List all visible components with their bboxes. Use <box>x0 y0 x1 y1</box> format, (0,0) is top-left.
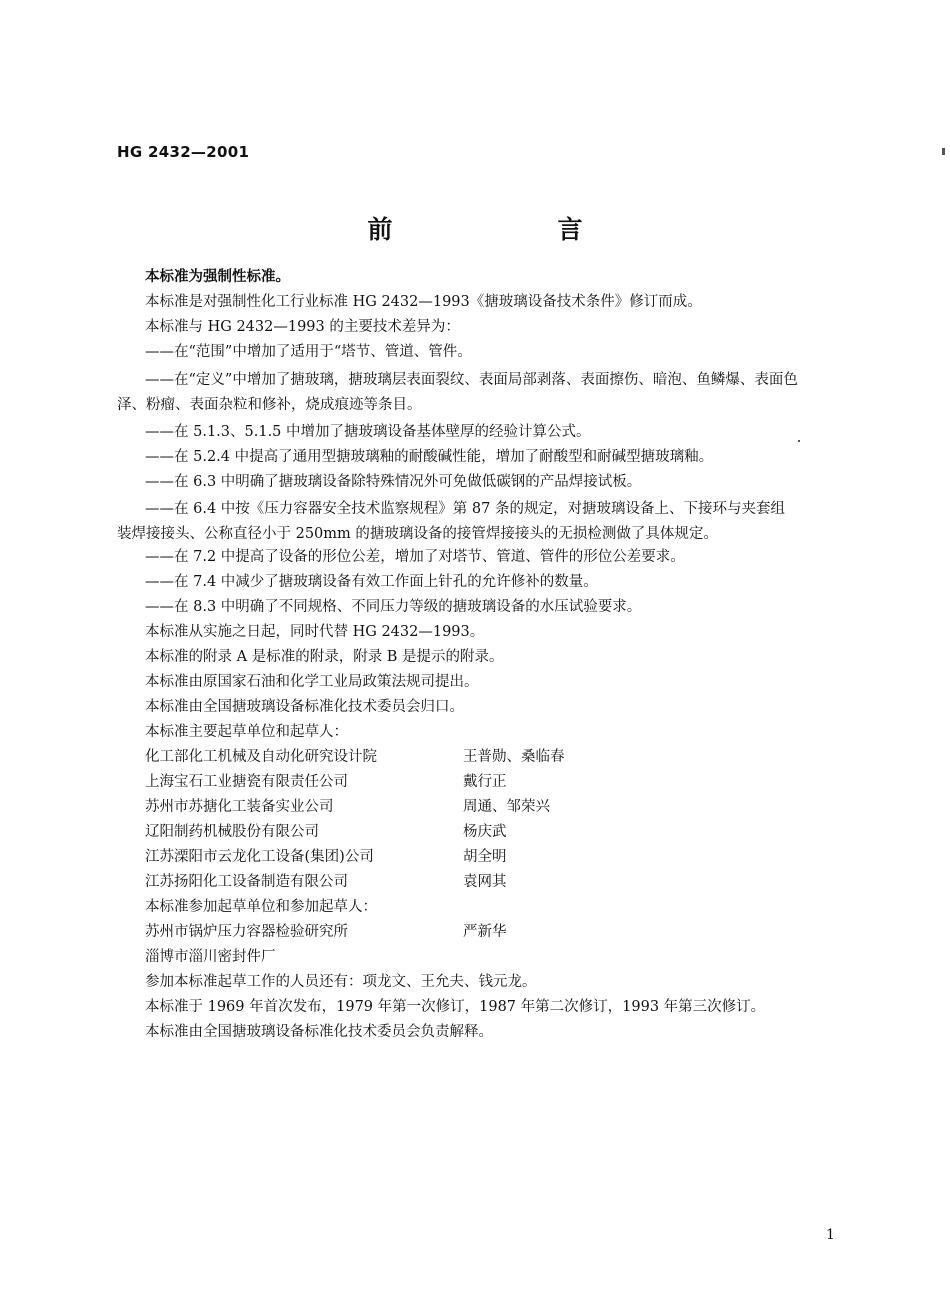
drafter-org: 苏州市苏搪化工装备实业公司 <box>145 799 334 815</box>
paragraph-centralized: 本标准由全国搪玻璃设备标准化技术委员会归口。 <box>145 699 464 715</box>
drafter-names: 杨庆武 <box>463 824 507 840</box>
paragraph-replaces: 本标准从实施之日起，同时代替 HG 2432—1993。 <box>145 624 485 640</box>
drafter-names: 王普勋、桑临春 <box>463 749 565 765</box>
participant-org: 淄博市淄川密封件厂 <box>145 949 276 965</box>
diff-item-5-2-4: ——在 5.2.4 中提高了通用型搪玻璃釉的耐酸碱性能，增加了耐酸型和耐碱型搪玻璃釉。 <box>145 449 714 465</box>
paragraph-3: 本标准与 HG 2432—1993 的主要技术差异为： <box>145 319 460 335</box>
drafter-row <box>145 845 507 866</box>
participating-heading: 本标准参加起草单位和参加起草人： <box>145 899 377 915</box>
drafter-row <box>145 770 507 791</box>
diff-item-6-4: ——在 6.4 中按《压力容器安全技术监察规程》第 87 条的规定，对搪玻璃设备上、下接环与夹套组 <box>145 501 785 517</box>
paragraph-interpretation: 本标准由全国搪玻璃设备标准化技术委员会负责解释。 <box>145 1024 493 1040</box>
scan-speck <box>942 148 945 155</box>
diff-item-8-3: ——在 8.3 中明确了不同规格、不同压力等级的搪玻璃设备的水压试验要求。 <box>145 599 642 615</box>
diff-item-definitions: ——在“定义”中增加了搪玻璃，搪玻璃层表面裂纹、表面局部剥落、表面擦伤、暗泡、鱼鳞爆、表面色 <box>145 372 798 388</box>
drafter-org: 江苏溧阳市云龙化工设备(集团)公司 <box>145 849 374 865</box>
drafter-row <box>145 870 507 891</box>
diff-item-6-3: ——在 6.3 中明确了搪玻璃设备除特殊情况外可免做低碳钢的产品焊接试板。 <box>145 474 642 490</box>
diff-item-scope: ——在“范围”中增加了适用于“塔节、管道、管件。 <box>145 344 472 360</box>
diff-item-5-1: ——在 5.1.3、5.1.5 中增加了搪玻璃设备基体壁厚的经验计算公式。 <box>145 424 591 440</box>
participant-row <box>145 945 276 966</box>
page-title: 前 言 <box>367 215 653 244</box>
drafter-names: 戴行正 <box>463 774 507 790</box>
standard-code: HG 2432—2001 <box>117 143 250 161</box>
paragraph-proposed: 本标准由原国家石油和化学工业局政策法规司提出。 <box>145 674 479 690</box>
drafter-names: 周通、邹荣兴 <box>463 799 550 815</box>
drafter-row <box>145 820 507 841</box>
drafter-row <box>145 745 565 766</box>
diff-item-7-2: ——在 7.2 中提高了设备的形位公差，增加了对塔节、管道、管件的形位公差要求。 <box>145 549 685 565</box>
drafter-org: 上海宝石工业搪瓷有限责任公司 <box>145 774 348 790</box>
paragraph-other-contributors: 参加本标准起草工作的人员还有：项龙文、王允夫、钱元龙。 <box>145 974 537 990</box>
drafter-org: 辽阳制药机械股份有限公司 <box>145 824 319 840</box>
drafter-names: 袁网其 <box>463 874 507 890</box>
page-number: 1 <box>826 1227 835 1243</box>
participant-org: 苏州市锅炉压力容器检验研究所 <box>145 924 348 940</box>
paragraph-2: 本标准是对强制性化工行业标准 HG 2432—1993《搪玻璃设备技术条件》修订而成。 <box>145 294 702 310</box>
paragraph-1: 本标准为强制性标准。 <box>145 268 290 285</box>
diff-item-definitions-cont: 泽、粉瘤、表面杂粒和修补，烧成痕迹等条目。 <box>117 397 422 413</box>
paragraph-history: 本标准于 1969 年首次发布，1979 年第一次修订，1987 年第二次修订，1993 年第三次修订。 <box>145 999 766 1015</box>
drafter-names: 胡全明 <box>463 849 507 865</box>
participant-row <box>145 920 507 941</box>
diff-item-7-4: ——在 7.4 中减少了搪玻璃设备有效工作面上针孔的允许修补的数量。 <box>145 574 598 590</box>
drafter-org: 化工部化工机械及自动化研究设计院 <box>145 749 377 765</box>
drafter-org: 江苏扬阳化工设备制造有限公司 <box>145 874 348 890</box>
drafter-row <box>145 795 550 816</box>
participant-names: 严新华 <box>463 924 507 940</box>
paragraph-drafters-heading: 本标准主要起草单位和起草人： <box>145 724 348 740</box>
diff-item-6-4-cont: 装焊接接头、公称直径小于 250mm 的搪玻璃设备的接管焊接接头的无损检测做了具体规定。 <box>117 526 718 542</box>
paragraph-appendix: 本标准的附录 A 是标准的附录，附录 B 是提示的附录。 <box>145 649 504 665</box>
scan-speck <box>798 440 800 442</box>
